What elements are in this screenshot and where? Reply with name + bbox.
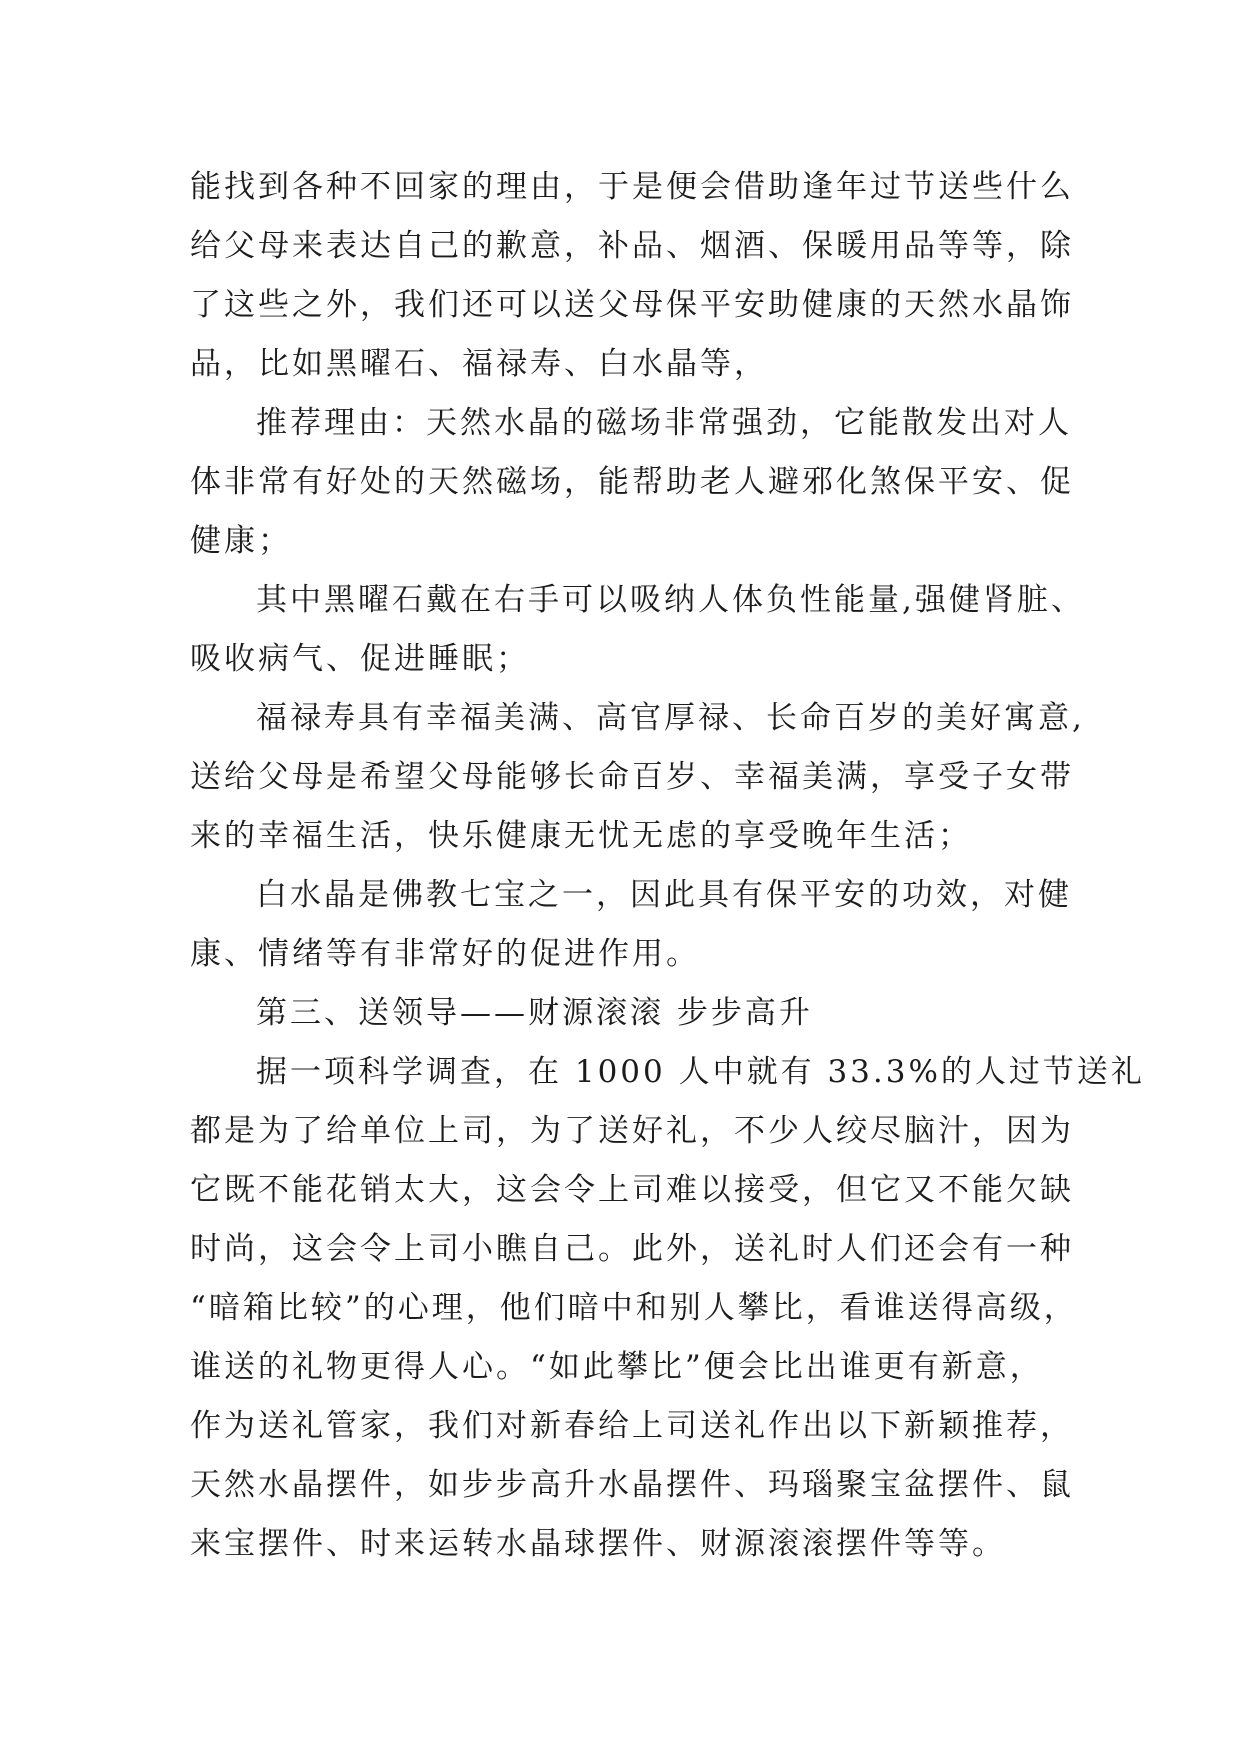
text-line: 谁送的礼物更得人心。“如此攀比”便会比出谁更有新意， <box>190 1349 1044 1385</box>
text-line: 来宝摆件、时来运转水晶球摆件、财源滚滚摆件等等。 <box>190 1526 1006 1562</box>
text-line: “暗箱比较”的心理，他们暗中和别人攀比，看谁送得高级， <box>190 1290 1078 1326</box>
text-line: 白水晶是佛教七宝之一，因此具有保平安的功效，对健 <box>256 877 1072 913</box>
text-line: 康、情绪等有非常好的促进作用。 <box>190 936 700 972</box>
text-line: 都是为了给单位上司，为了送好礼，不少人绞尽脑汁，因为 <box>190 1113 1074 1149</box>
text-line: 送给父母是希望父母能够长命百岁、幸福美满，享受子女带 <box>190 759 1074 795</box>
text-line: 体非常有好处的天然磁场，能帮助老人避邪化煞保平安、促 <box>190 464 1074 500</box>
text-line: 天然水晶摆件，如步步高升水晶摆件、玛瑙聚宝盆摆件、鼠 <box>190 1467 1074 1503</box>
text-line: 来的幸福生活，快乐健康无忧无虑的享受晚年生活； <box>190 818 972 854</box>
document-body <box>190 158 1145 1574</box>
text-line: 时尚，这会令上司小瞧自己。此外，送礼时人们还会有一种 <box>190 1231 1074 1267</box>
text-line: 健康； <box>190 523 292 559</box>
text-line: 了这些之外，我们还可以送父母保平安助健康的天然水晶饰 <box>190 287 1074 323</box>
section-heading: 第三、送领导——财源滚滚 步步高升 <box>256 995 813 1031</box>
text-line: 据一项科学调查，在 1000 人中就有 33.3%的人过节送礼 <box>256 1054 1145 1090</box>
text-line: 作为送礼管家，我们对新春给上司送礼作出以下新颖推荐， <box>190 1408 1074 1444</box>
text-line: 其中黑曜石戴在右手可以吸纳人体负性能量,强健肾脏、 <box>256 582 1085 618</box>
text-line: 给父母来表达自己的歉意，补品、烟酒、保暖用品等等，除 <box>190 228 1074 264</box>
text-line: 它既不能花销太大，这会令上司难以接受，但它又不能欠缺 <box>190 1172 1074 1208</box>
text-line: 福禄寿具有幸福美满、高官厚禄、长命百岁的美好寓意, <box>256 700 1085 736</box>
text-line: 品，比如黑曜石、福禄寿、白水晶等， <box>190 346 768 382</box>
text-line: 推荐理由：天然水晶的磁场非常强劲，它能散发出对人 <box>256 405 1072 441</box>
text-line: 吸收病气、促进睡眠； <box>190 641 530 677</box>
text-line: 能找到各种不回家的理由，于是便会借助逢年过节送些什么 <box>190 169 1074 205</box>
